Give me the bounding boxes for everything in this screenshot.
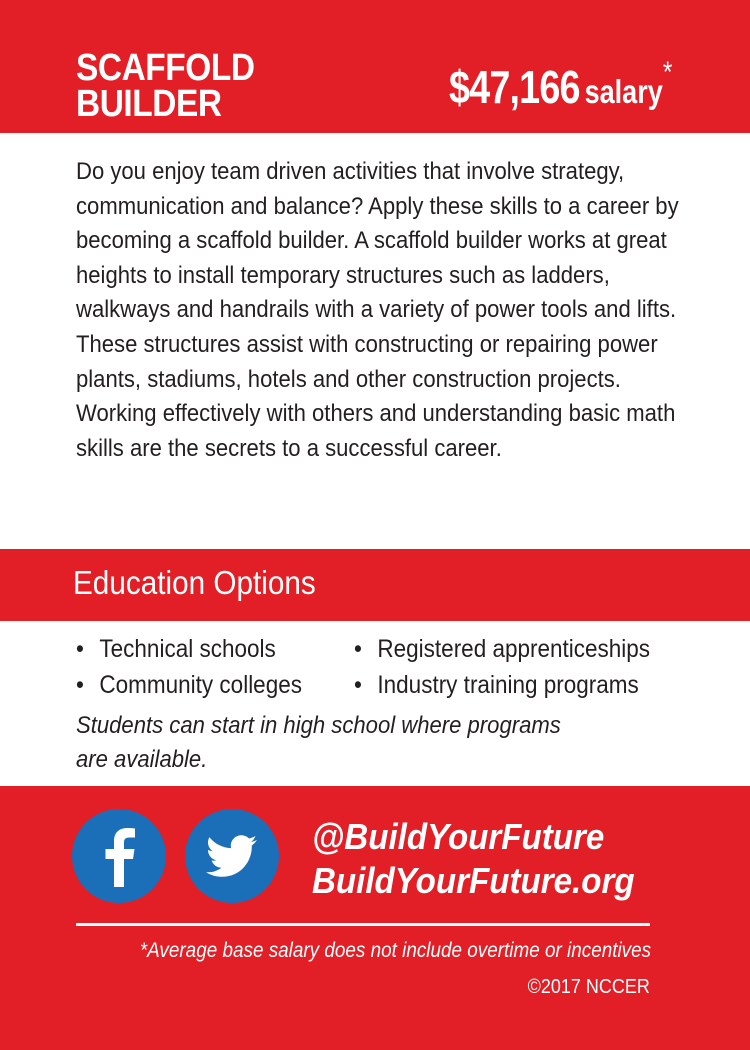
education-heading: Education Options xyxy=(73,564,316,601)
footer-divider xyxy=(76,923,650,926)
career-description: Do you enjoy team driven activities that involve strategy, communication and balance? Apply these skills to a career by becoming a scaffold builder. A scaffold builder works at great heights to install temporary structures such as ladders, walkways and handrails with a variety of power tools and lifts. These structures assist with constructing or repairing power plants, stadiums, hotels and other construction projects. Working effectively with others and understanding basic math skills are the secrets to a successful career. xyxy=(76,158,679,462)
education-option: Registered apprenticeships xyxy=(377,635,651,663)
education-option: Technical schools xyxy=(99,635,276,663)
website-link[interactable]: BuildYourFuture.org xyxy=(312,860,635,901)
education-options-left xyxy=(76,631,302,703)
job-title xyxy=(76,47,255,125)
twitter-bird-glyph xyxy=(185,809,279,903)
job-title-line-2: BUILDER xyxy=(76,83,222,125)
education-option: Industry training programs xyxy=(377,671,639,699)
list-item xyxy=(76,667,302,703)
education-note-line-1: Students can start in high school where programs xyxy=(76,712,561,739)
bullet-icon: • xyxy=(354,635,362,663)
list-item xyxy=(354,631,650,667)
job-title-line-1: SCAFFOLD xyxy=(76,47,255,89)
copyright: ©2017 NCCER xyxy=(527,976,650,998)
education-note xyxy=(76,709,628,777)
bullet-icon: • xyxy=(76,635,84,663)
education-option: Community colleges xyxy=(99,671,302,699)
salary-disclaimer: *Average base salary does not include overtime or incentives xyxy=(139,939,651,962)
list-item xyxy=(76,631,302,667)
education-options-right xyxy=(354,631,650,703)
facebook-icon[interactable] xyxy=(72,809,166,903)
education-note-line-2: are available. xyxy=(76,746,208,773)
twitter-icon[interactable] xyxy=(185,809,279,903)
salary xyxy=(448,56,672,114)
bullet-icon: • xyxy=(354,671,362,699)
salary-footnote-marker: * xyxy=(662,56,672,89)
facebook-glyph xyxy=(72,809,166,903)
salary-amount: $47,166 xyxy=(448,61,580,113)
salary-label: salary xyxy=(584,73,663,110)
social-handle[interactable]: @BuildYourFuture xyxy=(312,816,605,857)
list-item xyxy=(354,667,650,703)
bullet-icon: • xyxy=(76,671,84,699)
